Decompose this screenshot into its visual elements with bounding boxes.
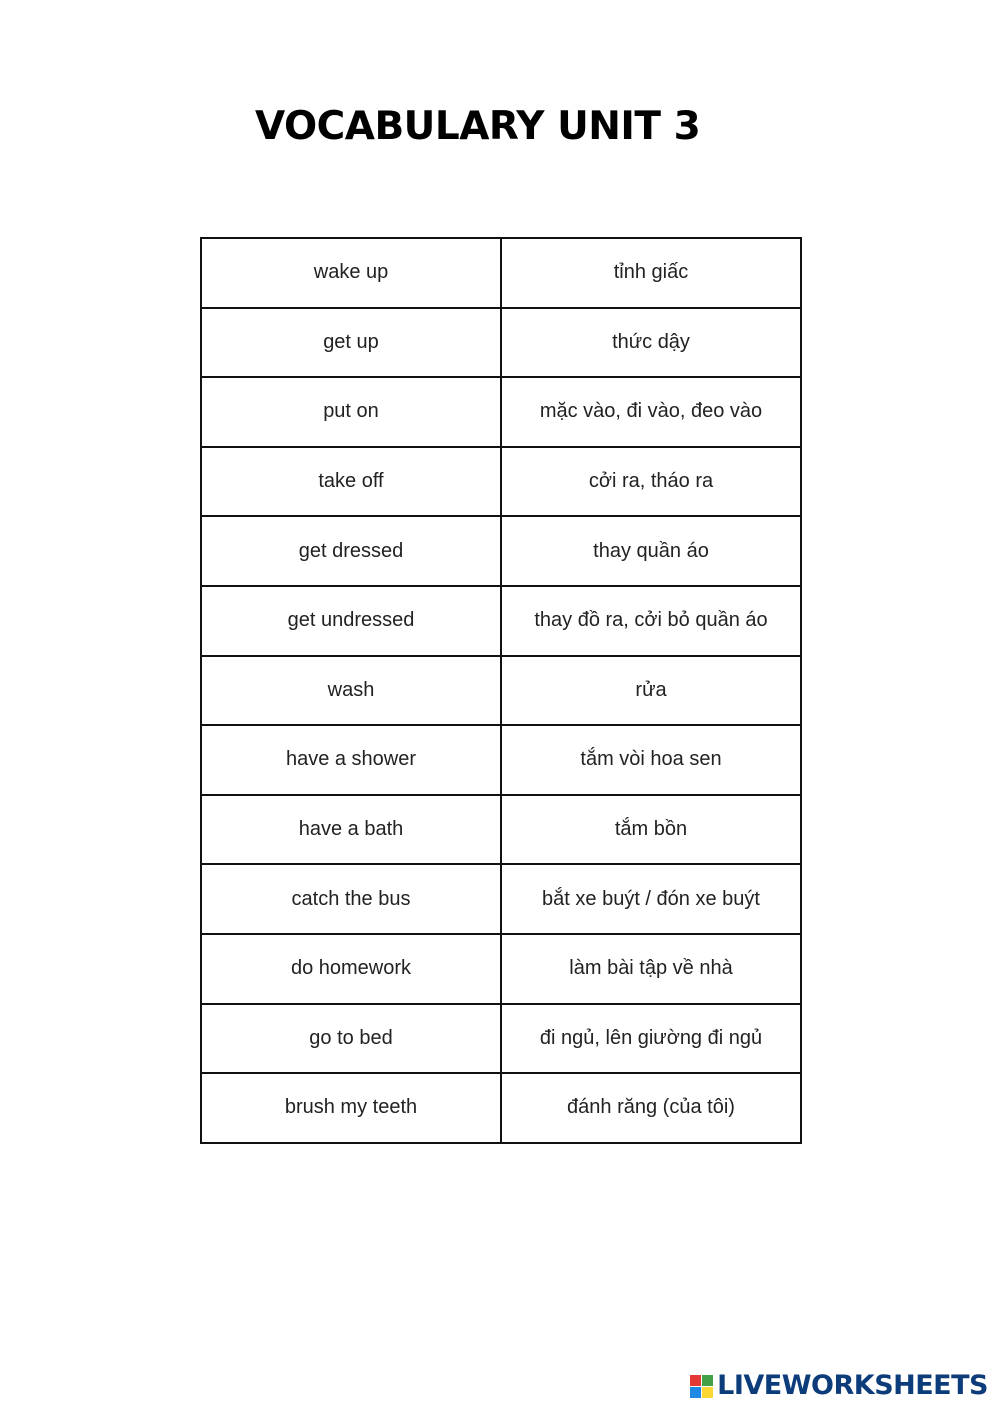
table-row xyxy=(201,377,801,447)
vietnamese-translation: rửa xyxy=(501,656,801,726)
english-term: wash xyxy=(201,656,501,726)
logo-block xyxy=(690,1387,701,1398)
english-term: have a shower xyxy=(201,725,501,795)
vietnamese-translation: tỉnh giấc xyxy=(501,238,801,308)
logo-blocks-icon xyxy=(690,1375,713,1398)
table-row xyxy=(201,864,801,934)
english-term: brush my teeth xyxy=(201,1073,501,1143)
table-row xyxy=(201,795,801,865)
english-term: get undressed xyxy=(201,586,501,656)
vietnamese-translation: bắt xe buýt / đón xe buýt xyxy=(501,864,801,934)
table-row xyxy=(201,238,801,308)
vietnamese-translation: tắm vòi hoa sen xyxy=(501,725,801,795)
table-row xyxy=(201,1004,801,1074)
vocabulary-table xyxy=(200,237,802,1144)
english-term: get dressed xyxy=(201,516,501,586)
vocabulary-table-body xyxy=(201,238,801,1143)
page-title: VOCABULARY UNIT 3 xyxy=(255,104,701,149)
english-term: catch the bus xyxy=(201,864,501,934)
liveworksheets-logo[interactable] xyxy=(690,1371,988,1401)
vietnamese-translation: đi ngủ, lên giường đi ngủ xyxy=(501,1004,801,1074)
logo-text: LIVEWORKSHEETS xyxy=(717,1370,988,1401)
english-term: get up xyxy=(201,308,501,378)
english-term: do homework xyxy=(201,934,501,1004)
table-row xyxy=(201,656,801,726)
english-term: wake up xyxy=(201,238,501,308)
table-row xyxy=(201,1073,801,1143)
logo-block xyxy=(702,1375,713,1386)
english-term: take off xyxy=(201,447,501,517)
vietnamese-translation: mặc vào, đi vào, đeo vào xyxy=(501,377,801,447)
vietnamese-translation: đánh răng (của tôi) xyxy=(501,1073,801,1143)
english-term: put on xyxy=(201,377,501,447)
table-row xyxy=(201,516,801,586)
vietnamese-translation: thay quần áo xyxy=(501,516,801,586)
table-row xyxy=(201,308,801,378)
table-row xyxy=(201,934,801,1004)
vietnamese-translation: thay đồ ra, cởi bỏ quần áo xyxy=(501,586,801,656)
english-term: have a bath xyxy=(201,795,501,865)
logo-block xyxy=(702,1387,713,1398)
vietnamese-translation: cởi ra, tháo ra xyxy=(501,447,801,517)
table-row xyxy=(201,586,801,656)
vietnamese-translation: làm bài tập về nhà xyxy=(501,934,801,1004)
vietnamese-translation: thức dậy xyxy=(501,308,801,378)
table-row xyxy=(201,725,801,795)
logo-block xyxy=(690,1375,701,1386)
table-row xyxy=(201,447,801,517)
english-term: go to bed xyxy=(201,1004,501,1074)
vietnamese-translation: tắm bồn xyxy=(501,795,801,865)
